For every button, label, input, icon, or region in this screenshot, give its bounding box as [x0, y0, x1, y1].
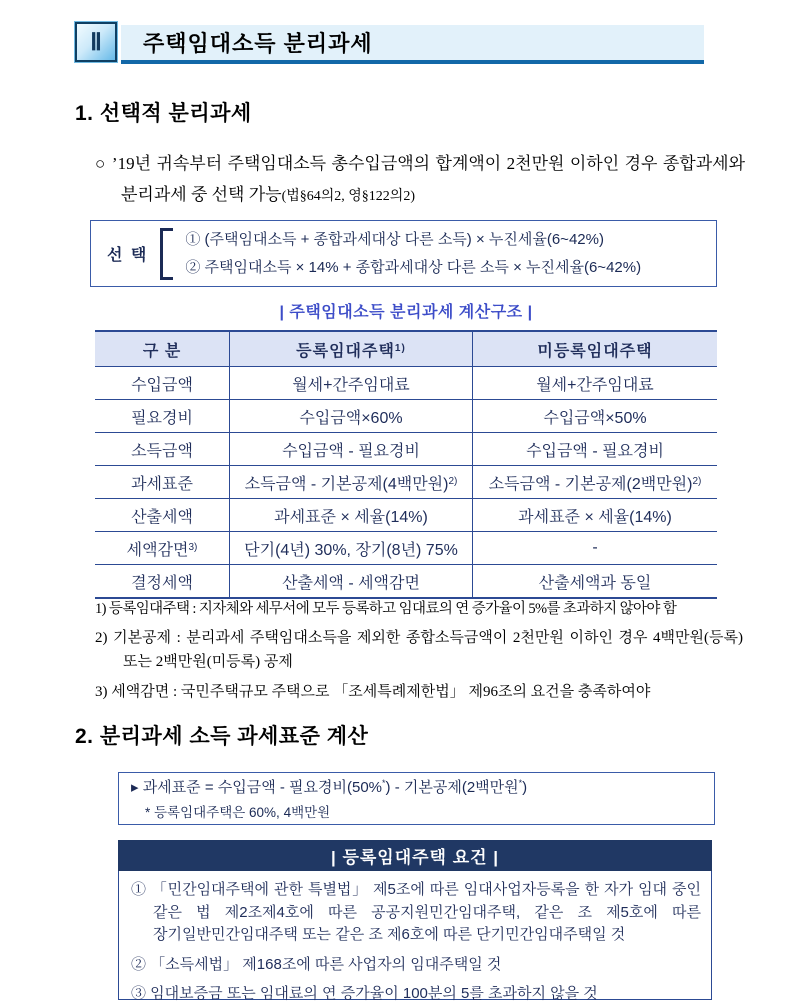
- badge-numeral: Ⅱ: [90, 29, 102, 56]
- choice-options: [185, 226, 641, 282]
- row-label: 결정세액: [95, 565, 230, 597]
- table-cell: 소득금액 - 기본공제(4백만원) 2): [230, 466, 473, 498]
- document-title: 주택임대소득 분리과세: [143, 31, 373, 56]
- formula-box: [118, 772, 715, 825]
- table-row: [95, 367, 717, 400]
- section-roman-badge: [75, 22, 117, 62]
- table-row: [95, 433, 717, 466]
- footnote-1: 1) 등록임대주택 : 지자체와 세무서에 모두 등록하고 임대료의 연 증가율이 5%를 초과하지 않아야 함: [95, 601, 677, 617]
- law-reference: (법§64의2, 영§122의2): [281, 189, 415, 205]
- table-cell: 단기(4년) 30%, 장기(8년) 75%: [230, 532, 473, 564]
- table-row: [95, 565, 717, 597]
- footnote-2: 2) 기본공제 : 분리과세 주택임대소득을 제외한 종합소득금액이 2천만원 이하인 경우 4백만원(등록) 또는 2백만원(미등록) 공제: [95, 630, 743, 670]
- table-header-row: [95, 332, 717, 367]
- choice-option-1: ① (주택임대소득 + 종합과세대상 다른 소득) × 누진세율(6~42%): [185, 230, 604, 248]
- row-label: 소득금액: [95, 433, 230, 465]
- row-label: 과세표준: [95, 466, 230, 498]
- choice-box: [90, 220, 717, 287]
- table-cell: 월세+간주임대료: [230, 367, 473, 399]
- document-title-bar: [121, 25, 704, 64]
- row-label: 필요경비: [95, 400, 230, 432]
- requirements-box: [118, 871, 712, 1000]
- section1-heading: 1. 선택적 분리과세: [75, 102, 252, 125]
- table-header-cell: 등록임대주택 1): [230, 332, 473, 366]
- table-cell: 월세+간주임대료: [536, 376, 654, 394]
- row-label: 산출세액: [95, 499, 230, 531]
- table-cell: 소득금액 - 기본공제(2백만원) 2): [488, 475, 702, 493]
- table-cell: 수입금액×60%: [230, 400, 473, 432]
- table-cell: 산출세액 - 세액감면: [230, 565, 473, 597]
- footnotes: [95, 598, 743, 711]
- formula-note: * 등록임대주택은 60%, 4백만원: [145, 805, 331, 820]
- choice-label: 선 택: [107, 247, 149, 264]
- table-cell: -: [592, 539, 598, 556]
- table-cell: 산출세액과 동일: [538, 574, 652, 592]
- requirements-header: | 등록임대주택 요건 |: [118, 840, 712, 871]
- table-row: [95, 499, 717, 532]
- choice-option-2: ② 주택임대소득 × 14% + 종합과세대상 다른 소득 × 누진세율(6~42%): [185, 258, 642, 276]
- table-cell: 수입금액 - 필요경비: [230, 433, 473, 465]
- section2-heading: 2. 분리과세 소득 과세표준 계산: [75, 725, 369, 748]
- table-cell: 수입금액 - 필요경비: [526, 442, 664, 460]
- table-row: [95, 532, 717, 565]
- requirement-item-1: ① 「민간임대주택에 관한 특별법」 제5조에 따른 임대사업자등록을 한 자가 임대 중인 같은 법 제2조제4호에 따른 공공지원민간임대주택, 같은 조 제5호에 따른 장기일반민간임대주택 또는 같은 조 제6호에 따른 단기민간임대주택일 것: [131, 881, 701, 943]
- table-row: [95, 466, 717, 499]
- table-cell: 수입금액×50%: [543, 409, 647, 427]
- row-label: 세액감면 3): [95, 532, 230, 564]
- footnote-3: 3) 세액감면 : 국민주택규모 주택으로 「조세특례제한법」 제96조의 요건을 충족하여야: [95, 683, 651, 700]
- table-title: | 주택임대소득 분리과세 계산구조 |: [279, 304, 533, 321]
- intro-paragraph: [95, 148, 745, 211]
- table-header-cell: 구 분: [95, 332, 230, 366]
- row-label: 수입금액: [95, 367, 230, 399]
- table-cell: 과세표준 × 세율(14%): [518, 508, 672, 526]
- table-header-cell: 미등록임대주택: [537, 342, 653, 360]
- formula-line: ▸ 과세표준 = 수입금액 - 필요경비(50%*) - 기본공제(2백만원*): [131, 778, 528, 796]
- requirement-item-3: ③ 임대보증금 또는 임대료의 연 증가율이 100분의 5를 초과하지 않을 것: [131, 985, 598, 1002]
- intro-text: ○ ’19년 귀속부터 주택임대소득 총수입금액의 합계액이 2천만원 이하인 경우 종합과세와 분리과세 중 선택 가능: [95, 154, 745, 205]
- calculation-table: [95, 330, 717, 599]
- bracket-icon: [160, 228, 173, 280]
- requirement-item-2: ② 「소득세법」 제168조에 따른 사업자의 임대주택일 것: [131, 955, 502, 973]
- table-cell: 과세표준 × 세율(14%): [230, 499, 473, 531]
- table-row: [95, 400, 717, 433]
